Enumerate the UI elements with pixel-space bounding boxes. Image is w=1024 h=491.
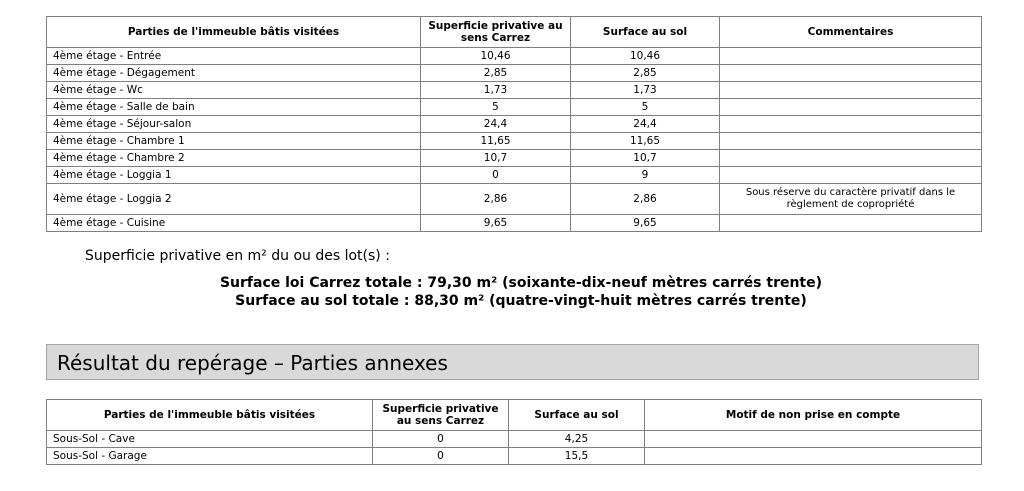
row-comment bbox=[720, 82, 982, 99]
row-motif bbox=[645, 431, 982, 448]
row-carrez: 1,73 bbox=[421, 82, 571, 99]
row-sol: 10,7 bbox=[571, 150, 720, 167]
row-carrez: 2,85 bbox=[421, 65, 571, 82]
row-sol: 2,86 bbox=[571, 184, 720, 215]
row-sol: 15,5 bbox=[509, 448, 645, 465]
table-row bbox=[47, 65, 982, 82]
row-sol: 9,65 bbox=[571, 215, 720, 232]
row-sol: 11,65 bbox=[571, 133, 720, 150]
column-header-motif: Motif de non prise en compte bbox=[645, 400, 982, 431]
row-comment: Sous réserve du caractère privatif dans le règlement de copropriété bbox=[720, 184, 982, 215]
table-row bbox=[47, 184, 982, 215]
table-row bbox=[47, 99, 982, 116]
row-label: Sous-Sol - Garage bbox=[47, 448, 373, 465]
row-carrez: 24,4 bbox=[421, 116, 571, 133]
row-label: 4ème étage - Wc bbox=[47, 82, 421, 99]
row-carrez: 0 bbox=[421, 167, 571, 184]
column-header-sol: Surface au sol bbox=[571, 17, 720, 48]
row-label: 4ème étage - Chambre 1 bbox=[47, 133, 421, 150]
row-sol: 1,73 bbox=[571, 82, 720, 99]
section-title: Résultat du repérage – Parties annexes bbox=[46, 344, 979, 380]
table-header-row bbox=[47, 17, 982, 48]
column-header-parties: Parties de l'immeuble bâtis visitées bbox=[47, 17, 421, 48]
row-label: 4ème étage - Loggia 2 bbox=[47, 184, 421, 215]
table-row bbox=[47, 431, 982, 448]
row-sol: 9 bbox=[571, 167, 720, 184]
row-comment bbox=[720, 116, 982, 133]
table-row bbox=[47, 150, 982, 167]
row-sol: 24,4 bbox=[571, 116, 720, 133]
row-label: Sous-Sol - Cave bbox=[47, 431, 373, 448]
row-comment bbox=[720, 65, 982, 82]
table-header-row bbox=[47, 400, 982, 431]
row-carrez: 5 bbox=[421, 99, 571, 116]
row-carrez: 2,86 bbox=[421, 184, 571, 215]
annex-surfaces-table bbox=[46, 399, 982, 465]
row-sol: 2,85 bbox=[571, 65, 720, 82]
row-comment bbox=[720, 48, 982, 65]
column-header-parties: Parties de l'immeuble bâtis visitées bbox=[47, 400, 373, 431]
column-header-comments: Commentaires bbox=[720, 17, 982, 48]
row-comment bbox=[720, 167, 982, 184]
private-surfaces-table bbox=[46, 16, 982, 232]
row-comment bbox=[720, 133, 982, 150]
table-row bbox=[47, 82, 982, 99]
column-header-carrez: Superficie privative au sens Carrez bbox=[373, 400, 509, 431]
row-sol: 5 bbox=[571, 99, 720, 116]
row-motif bbox=[645, 448, 982, 465]
row-sol: 4,25 bbox=[509, 431, 645, 448]
table-row bbox=[47, 448, 982, 465]
table-row bbox=[47, 215, 982, 232]
carrez-total: Surface loi Carrez totale : 79,30 m² (soixante-dix-neuf mètres carrés trente) bbox=[219, 275, 823, 291]
table-row bbox=[47, 167, 982, 184]
row-comment bbox=[720, 99, 982, 116]
row-sol: 10,46 bbox=[571, 48, 720, 65]
row-label: 4ème étage - Chambre 2 bbox=[47, 150, 421, 167]
row-comment bbox=[720, 150, 982, 167]
row-carrez: 0 bbox=[373, 448, 509, 465]
summary-intro: Superficie privative en m² du ou des lot(s) : bbox=[85, 248, 390, 264]
table-row bbox=[47, 48, 982, 65]
row-comment bbox=[720, 215, 982, 232]
row-label: 4ème étage - Salle de bain bbox=[47, 99, 421, 116]
sol-total: Surface au sol totale : 88,30 m² (quatre-vingt-huit mètres carrés trente) bbox=[235, 293, 807, 309]
table-row bbox=[47, 116, 982, 133]
row-label: 4ème étage - Entrée bbox=[47, 48, 421, 65]
row-carrez: 10,7 bbox=[421, 150, 571, 167]
column-header-carrez: Superficie privative au sens Carrez bbox=[421, 17, 571, 48]
row-carrez: 9,65 bbox=[421, 215, 571, 232]
row-label: 4ème étage - Dégagement bbox=[47, 65, 421, 82]
row-carrez: 10,46 bbox=[421, 48, 571, 65]
column-header-sol: Surface au sol bbox=[509, 400, 645, 431]
row-carrez: 11,65 bbox=[421, 133, 571, 150]
row-carrez: 0 bbox=[373, 431, 509, 448]
row-label: 4ème étage - Séjour-salon bbox=[47, 116, 421, 133]
table-row bbox=[47, 133, 982, 150]
row-label: 4ème étage - Cuisine bbox=[47, 215, 421, 232]
row-label: 4ème étage - Loggia 1 bbox=[47, 167, 421, 184]
